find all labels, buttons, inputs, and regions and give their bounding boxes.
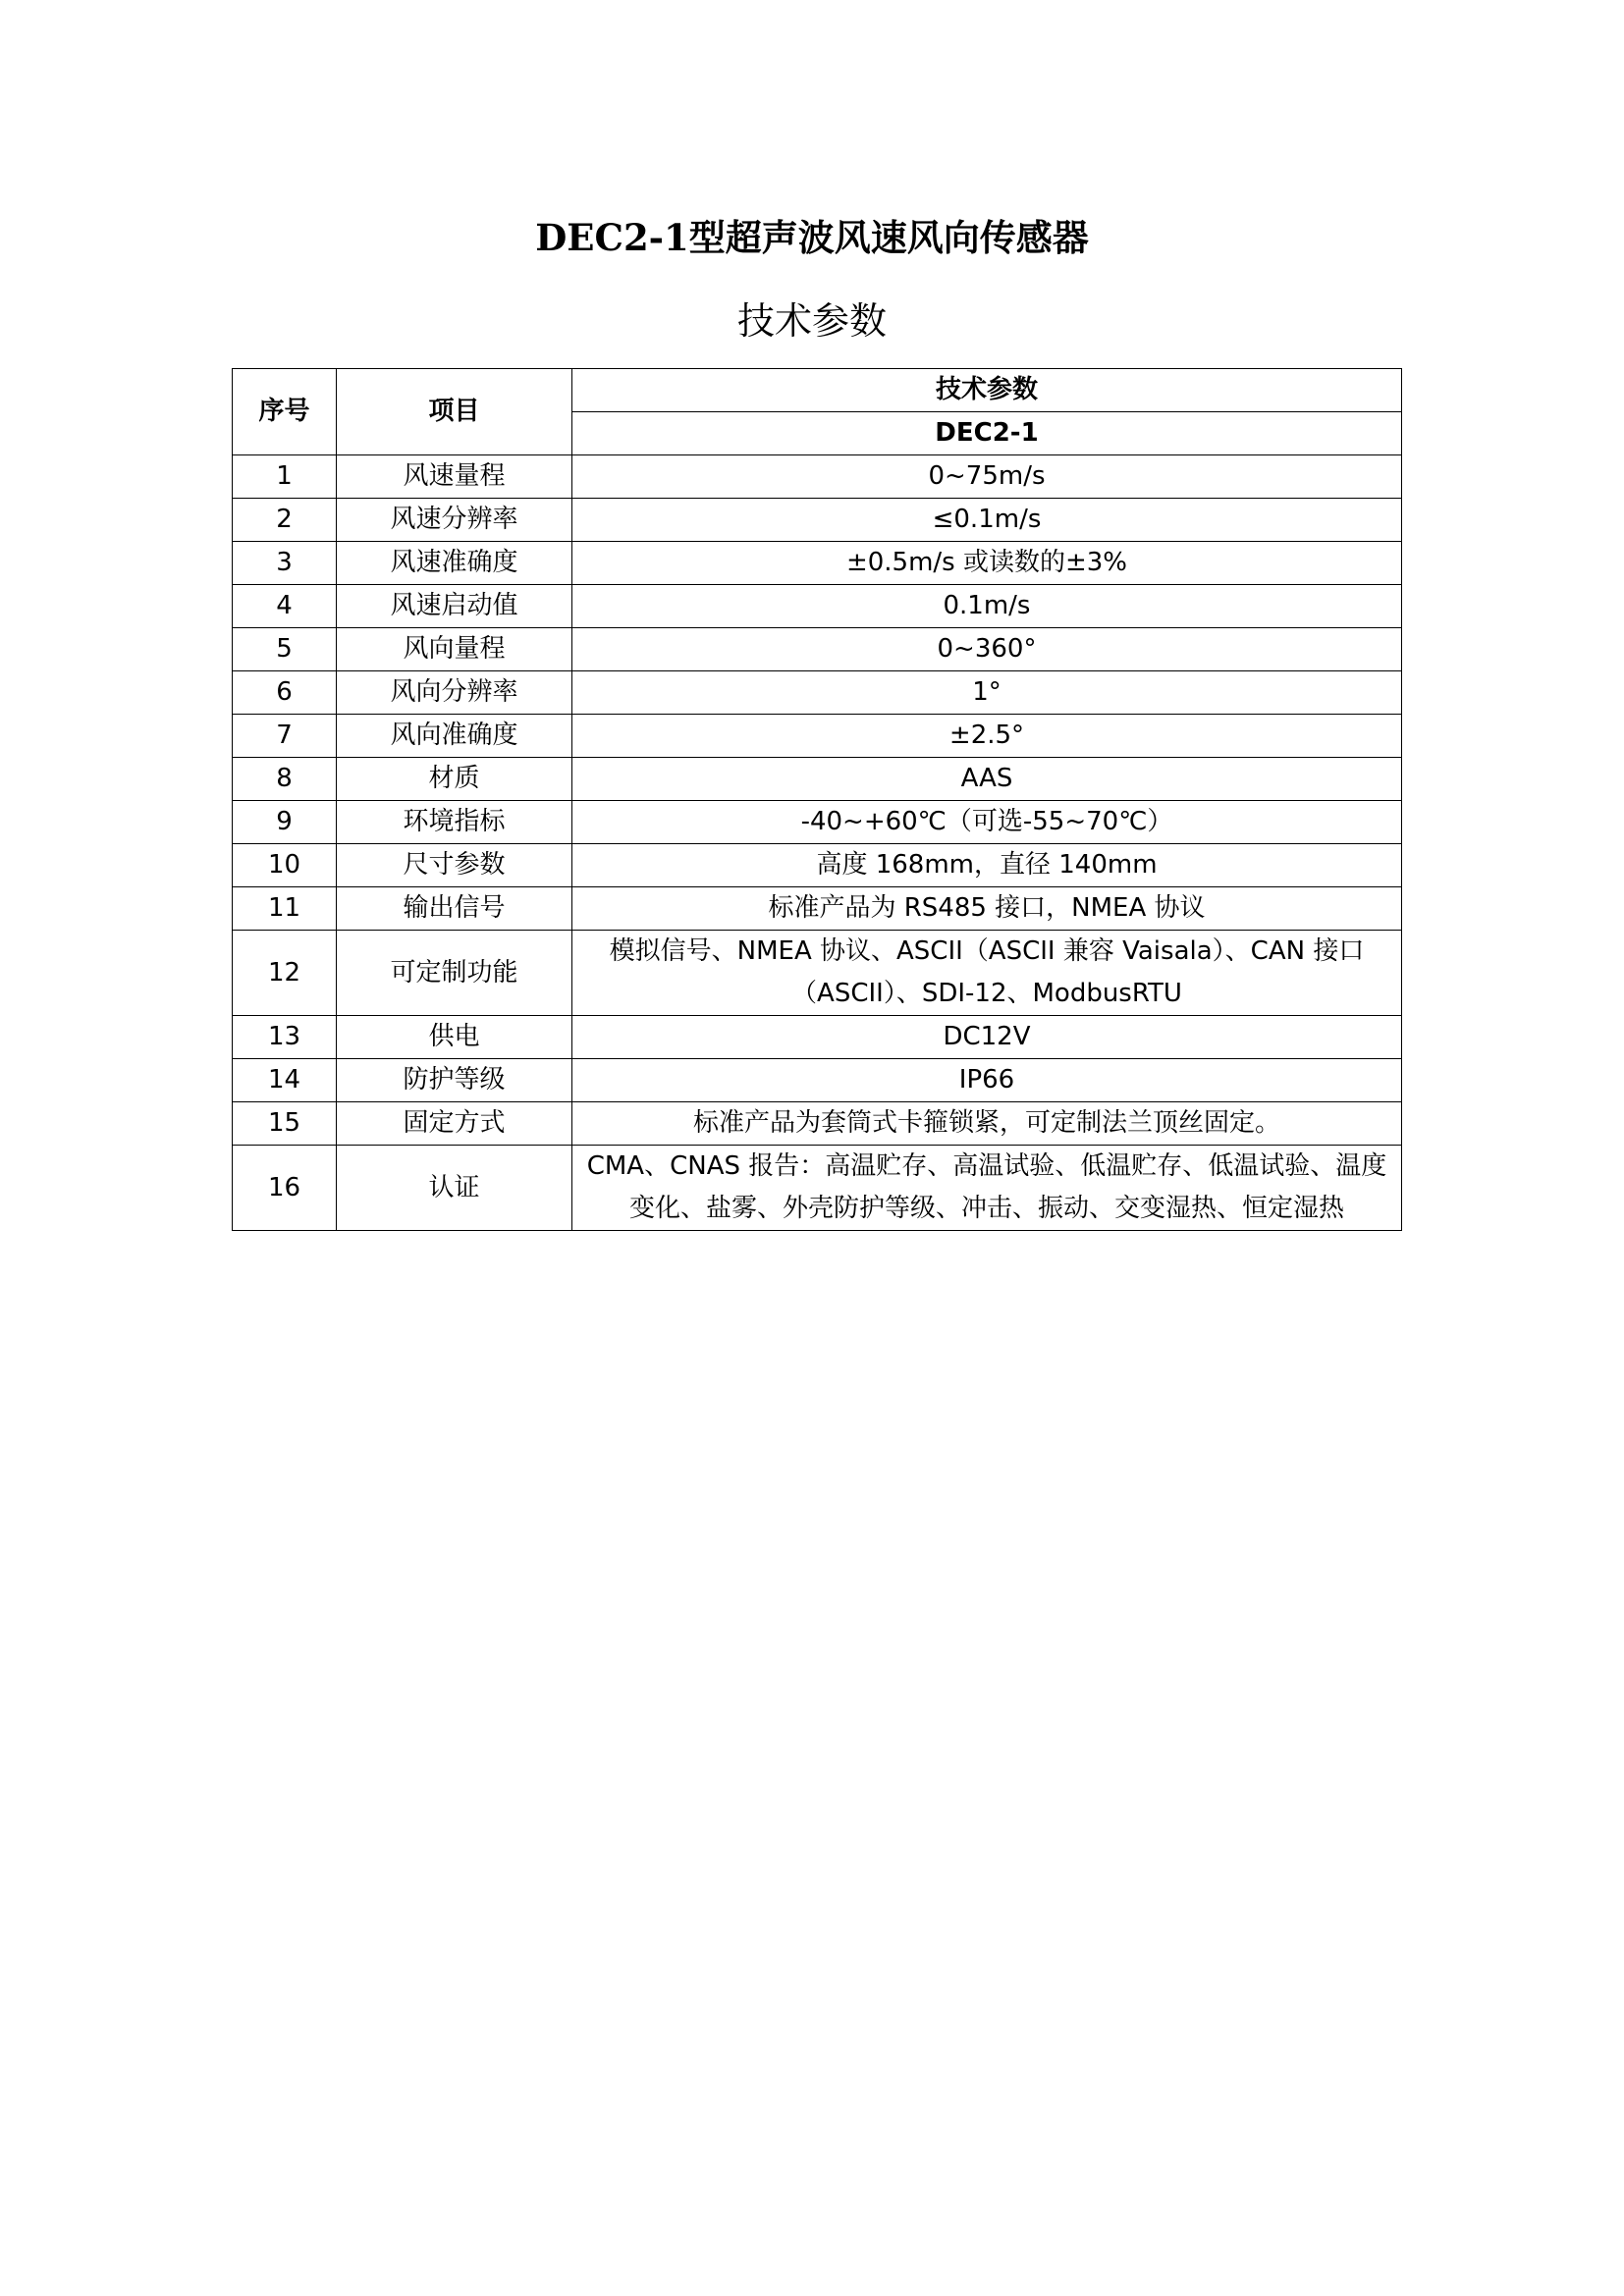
- row-item: 风速量程: [337, 455, 572, 499]
- document-title: DEC2-1型超声波风速风向传感器: [535, 216, 1089, 259]
- table-row: [233, 715, 1402, 758]
- table-row: [233, 542, 1402, 585]
- table-row: [233, 844, 1402, 887]
- row-item: 认证: [337, 1146, 572, 1231]
- table-row: [233, 628, 1402, 671]
- row-value: 0~75m/s: [572, 455, 1402, 499]
- document-subtitle: 技术参数: [736, 299, 887, 343]
- row-index: 4: [233, 585, 337, 628]
- row-item: 风向分辨率: [337, 671, 572, 715]
- row-index: 10: [233, 844, 337, 887]
- row-item: 固定方式: [337, 1102, 572, 1146]
- table-row: [233, 887, 1402, 931]
- row-value: ±2.5°: [572, 715, 1402, 758]
- row-item: 环境指标: [337, 801, 572, 844]
- spec-table: [232, 368, 1402, 1231]
- row-value: ≤0.1m/s: [572, 499, 1402, 542]
- row-index: 16: [233, 1146, 337, 1231]
- table-row: [233, 1102, 1402, 1146]
- row-item: 风向准确度: [337, 715, 572, 758]
- row-index: 3: [233, 542, 337, 585]
- row-value: 标准产品为套筒式卡箍锁紧，可定制法兰顶丝固定。: [572, 1102, 1402, 1146]
- table-row: [233, 801, 1402, 844]
- table-row: [233, 758, 1402, 801]
- row-value: AAS: [572, 758, 1402, 801]
- row-value: 高度 168mm，直径 140mm: [572, 844, 1402, 887]
- row-item: 供电: [337, 1016, 572, 1059]
- row-value: IP66: [572, 1059, 1402, 1102]
- row-index: 6: [233, 671, 337, 715]
- header-index: 序号: [233, 369, 337, 455]
- row-index: 5: [233, 628, 337, 671]
- row-item: 风向量程: [337, 628, 572, 671]
- row-value: 1°: [572, 671, 1402, 715]
- table-header-row: [233, 369, 1402, 412]
- row-value: ±0.5m/s 或读数的±3%: [572, 542, 1402, 585]
- row-index: 9: [233, 801, 337, 844]
- row-item: 材质: [337, 758, 572, 801]
- row-value: 0~360°: [572, 628, 1402, 671]
- row-item: 风速启动值: [337, 585, 572, 628]
- row-item: 风速分辨率: [337, 499, 572, 542]
- row-value: 0.1m/s: [572, 585, 1402, 628]
- table-row: [233, 671, 1402, 715]
- row-item: 防护等级: [337, 1059, 572, 1102]
- header-params: 技术参数: [572, 369, 1402, 412]
- table-row: [233, 455, 1402, 499]
- row-value: -40~+60℃（可选-55~70℃）: [572, 801, 1402, 844]
- row-index: 14: [233, 1059, 337, 1102]
- table-row: [233, 1059, 1402, 1102]
- table-row: [233, 931, 1402, 1016]
- table-row: [233, 1016, 1402, 1059]
- header-model: DEC2-1: [572, 412, 1402, 455]
- row-index: 8: [233, 758, 337, 801]
- row-index: 15: [233, 1102, 337, 1146]
- row-index: 13: [233, 1016, 337, 1059]
- row-index: 1: [233, 455, 337, 499]
- row-index: 2: [233, 499, 337, 542]
- row-index: 7: [233, 715, 337, 758]
- row-value: CMA、CNAS 报告：高温贮存、高温试验、低温贮存、低温试验、温度变化、盐雾、外壳防护等级、冲击、振动、交变湿热、恒定湿热: [572, 1146, 1402, 1231]
- table-row: [233, 1146, 1402, 1231]
- row-value: 模拟信号、NMEA 协议、ASCII（ASCII 兼容 Vaisala）、CAN 接口（ASCII）、SDI-12、ModbusRTU: [572, 931, 1402, 1016]
- table-row: [233, 499, 1402, 542]
- row-item: 可定制功能: [337, 931, 572, 1016]
- table-row: [233, 585, 1402, 628]
- row-item: 风速准确度: [337, 542, 572, 585]
- row-value: DC12V: [572, 1016, 1402, 1059]
- row-index: 12: [233, 931, 337, 1016]
- row-item: 尺寸参数: [337, 844, 572, 887]
- row-item: 输出信号: [337, 887, 572, 931]
- row-value: 标准产品为 RS485 接口，NMEA 协议: [572, 887, 1402, 931]
- row-index: 11: [233, 887, 337, 931]
- header-item: 项目: [337, 369, 572, 455]
